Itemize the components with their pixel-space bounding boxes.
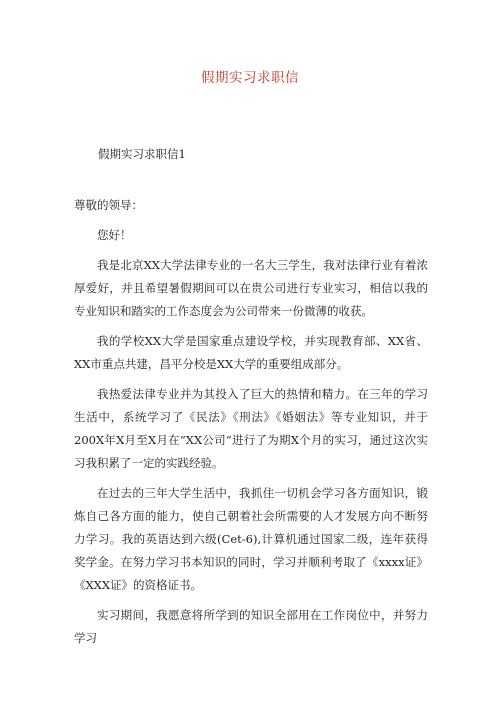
paragraph-intro: 我是北京XX大学法律专业的一名大三学生，我对法律行业有着浓厚爱好，并且希望暑假期间可以在贵公司进行专业实习，相信以我的专业知识和踏实的工作态度会为公司带来一份微薄的收获。	[74, 258, 428, 318]
paragraph-major: 我热爱法律专业并为其投入了巨大的热情和精力。在三年的学习生活中，系统学习了《民法》《刑法》《婚姻法》等专业知识，并于200X年X月至X月在“XX公司”进行了为期X个月的实习，通过这次实习我积累了一定的实践经验。	[74, 387, 428, 470]
paragraph-internship: 实习期间，我愿意将所学到的知识全部用在工作岗位中，并努力学习	[74, 608, 428, 645]
paragraph-experience: 在过去的三年大学生活中，我抓住一切机会学习各方面知识，锻炼自己各方面的能力，使自己朝着社会所需要的人才发展方向不断努力学习。我的英语达到六级(Cet-6),计算机通过国家二级，连年获得奖学金。在努力学习书本知识的同时，学习并顺利考取了《xxxx证》《XXX证》的资格证书。	[74, 486, 428, 592]
salutation: 尊敬的领导：	[74, 198, 143, 212]
document-title: 假期实习求职信	[201, 70, 299, 86]
paragraph-school: 我的学校XX大学是国家重点建设学校，并实现教育部、XX省、XX市重点共建，昌平分校是XX大学的重要组成部分。	[74, 334, 428, 371]
greeting: 您好！	[97, 228, 132, 242]
letter-body	[74, 194, 428, 650]
document-subtitle: 假期实习求职信1	[98, 147, 186, 161]
